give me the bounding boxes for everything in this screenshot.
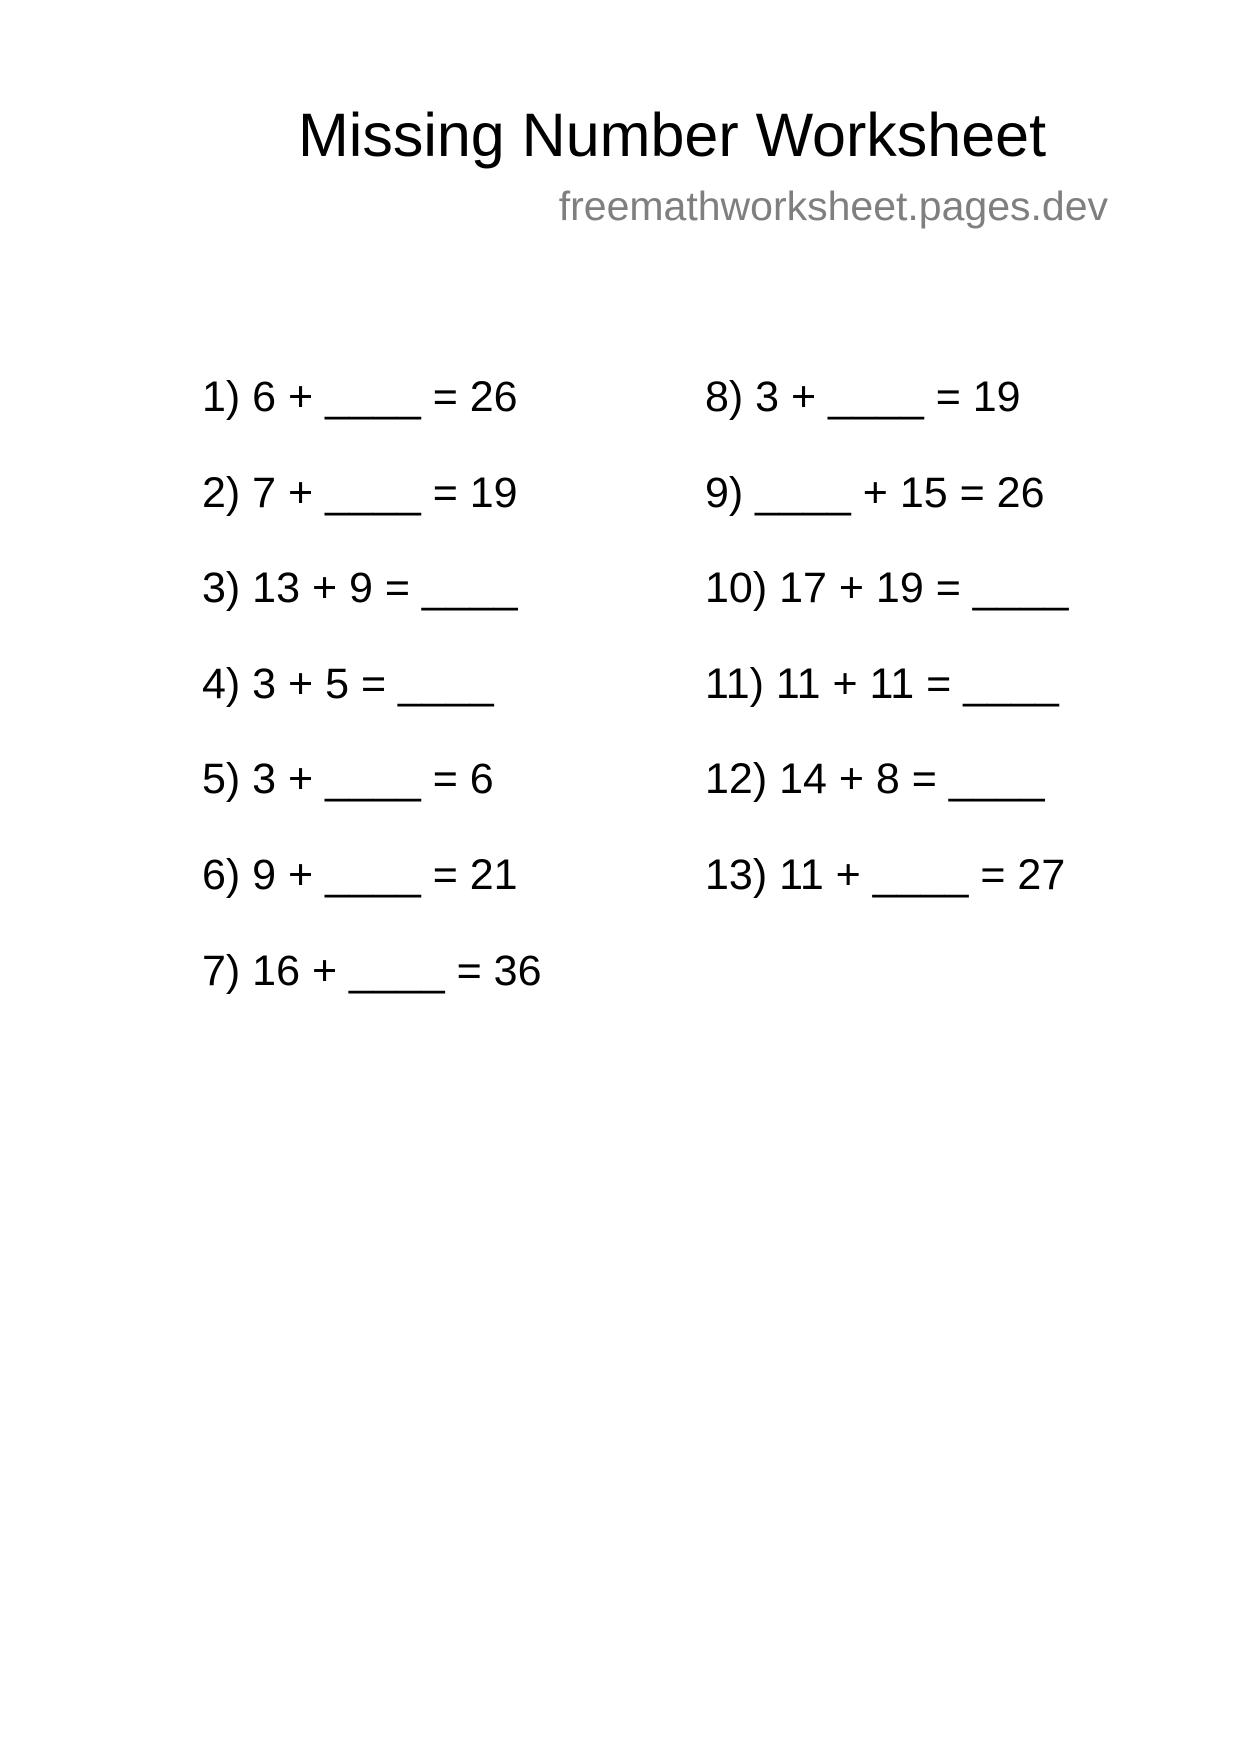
problem-4: 4) 3 + 5 = ____ (202, 659, 494, 708)
problem-10: 10) 17 + 19 = ____ (705, 564, 1069, 613)
problem-7: 7) 16 + ____ = 36 (202, 946, 542, 995)
problem-column-right (705, 350, 1068, 924)
problem-1: 1) 6 + ____ = 26 (202, 373, 518, 421)
problem-2: 2) 7 + ____ = 19 (202, 468, 518, 517)
problem-12: 12) 14 + 8 = ____ (705, 755, 1045, 804)
problem-column-left (202, 350, 542, 1019)
problem-5: 5) 3 + ____ = 6 (202, 755, 494, 804)
problem-8: 8) 3 + ____ = 19 (705, 373, 1021, 421)
problem-6: 6) 9 + ____ = 21 (202, 850, 518, 899)
problem-11: 11) 11 + 11 = ____ (705, 659, 1059, 708)
website-url: freemathworksheet.pages.dev (558, 183, 1108, 229)
problem-9: 9) ____ + 15 = 26 (705, 468, 1045, 517)
problem-3: 3) 13 + 9 = ____ (202, 564, 518, 613)
worksheet-title: Missing Number Worksheet (297, 101, 1047, 169)
problem-13: 13) 11 + ____ = 27 (705, 850, 1066, 899)
